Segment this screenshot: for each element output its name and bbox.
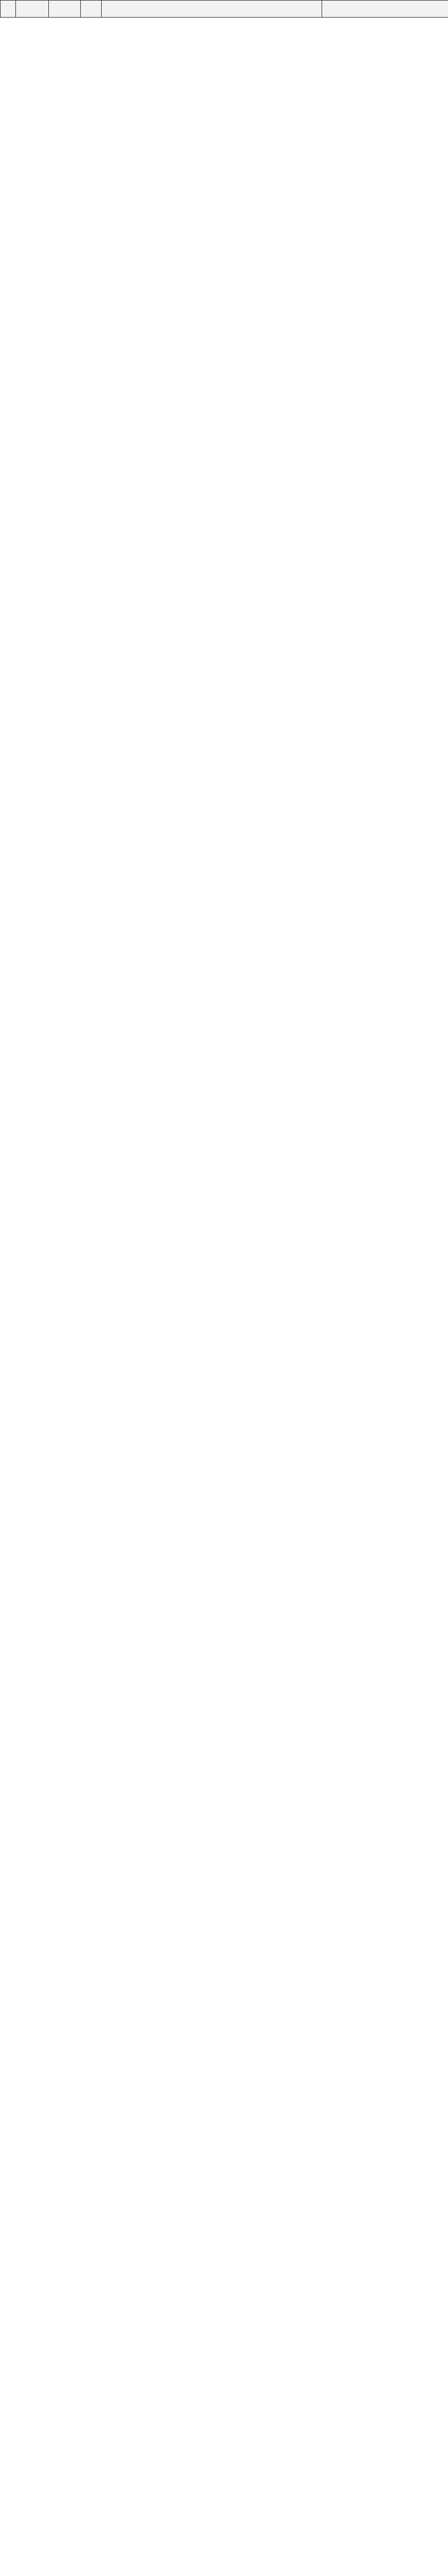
table-header-row [1, 1, 448, 18]
table-continuation [0, 0, 448, 1]
header-company [16, 1, 49, 18]
header-coverage [102, 1, 322, 18]
header-no [1, 1, 16, 18]
header-extended [322, 1, 448, 18]
coverage-table [0, 0, 448, 18]
header-type [49, 1, 81, 18]
header-count [81, 1, 102, 18]
